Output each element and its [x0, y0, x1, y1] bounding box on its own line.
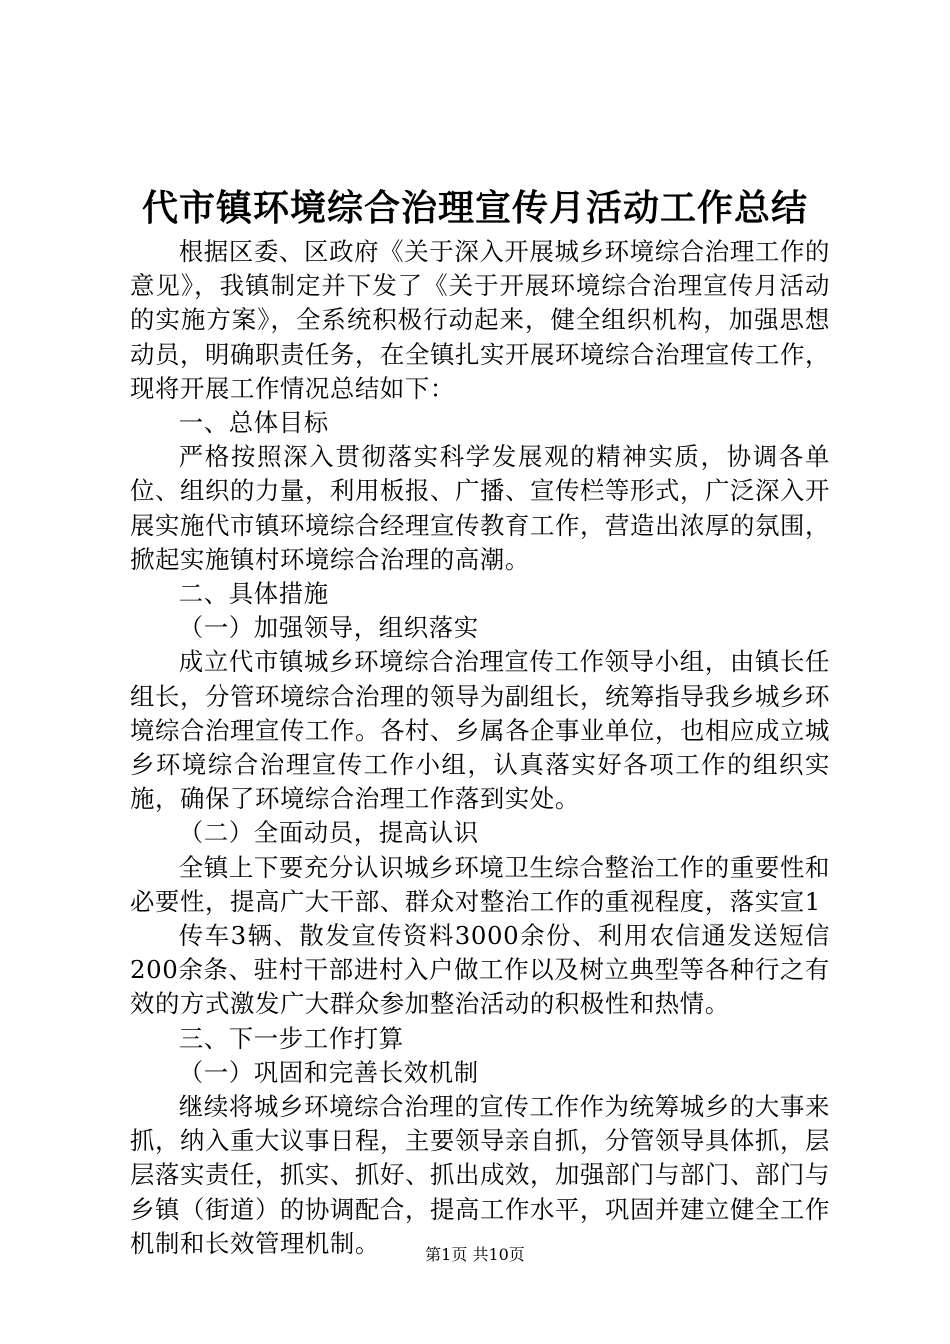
document-title: 代市镇环境综合治理宣传月活动工作总结 — [141, 187, 808, 229]
heading-next-steps: 三、下一步工作打算 — [178, 1023, 404, 1053]
page-number-footer: 第1页 共10页 — [425, 1245, 525, 1264]
document-body — [130, 235, 830, 1261]
subheading-leadership: （一）加强领导，组织落实 — [178, 613, 479, 643]
subheading-long-term-mechanism: （一）巩固和完善长效机制 — [178, 1057, 479, 1087]
paragraph-long-term-mechanism: 继续将城乡环境综合治理的宣传工作作为统筹城乡的大事来抓，纳入重大议事日程，主要领导亲自抓，分管领导具体抓，层层落实责任，抓实、抓好、抓出成效，加强部门与部门、部门与乡镇（街道）的协调配合，提高工作水平，巩固并建立健全工作机制和长效管理机制。 — [130, 1092, 830, 1258]
heading-specific-measures: 二、具体措施 — [178, 579, 329, 609]
paragraph-leadership: 成立代市镇城乡环境综合治理宣传工作领导小组，由镇长任组长，分管环境综合治理的领导为副组长，统筹指导我乡城乡环境综合治理宣传工作。各村、乡属各企事业单位，也相应成立城乡环境综合治理宣传工作小组，认真落实好各项工作的组织实施，确保了环境综合治理工作落到实处。 — [130, 647, 830, 814]
paragraph-intro: 根据区委、区政府《关于深入开展城乡环境综合治理工作的意见》，我镇制定并下发了《关于开展环境综合治理宣传月活动的实施方案》，全系统积极行动起来，健全组织机构，加强思想动员，明确职责任务，在全镇扎实开展环境综合治理宣传工作，现将开展工作情况总结如下： — [130, 237, 830, 403]
subheading-mobilization: （二）全面动员，提高认识 — [178, 818, 479, 848]
paragraph-publicity-vehicles: 传车3辆、散发宣传资料3000余份、利用农信通发送短信200余条、驻村干部进村入户做工作以及树立典型等各种行之有效的方式激发广大群众参加整治活动的积极性和热情。 — [130, 921, 830, 1019]
paragraph-overall-goal: 严格按照深入贯彻落实科学发展观的精神实质，协调各单位、组织的力量，利用板报、广播、宣传栏等形式，广泛深入开展实施代市镇环境综合经理宣传教育工作，营造出浓厚的氛围，掀起实施镇村环境综合治理的高潮。 — [130, 442, 830, 574]
paragraph-mobilization: 全镇上下要充分认识城乡环境卫生综合整治工作的重要性和必要性，提高广大干部、群众对整治工作的重视程度，落实宣1 — [130, 852, 830, 916]
heading-overall-goal: 一、总体目标 — [178, 408, 329, 438]
